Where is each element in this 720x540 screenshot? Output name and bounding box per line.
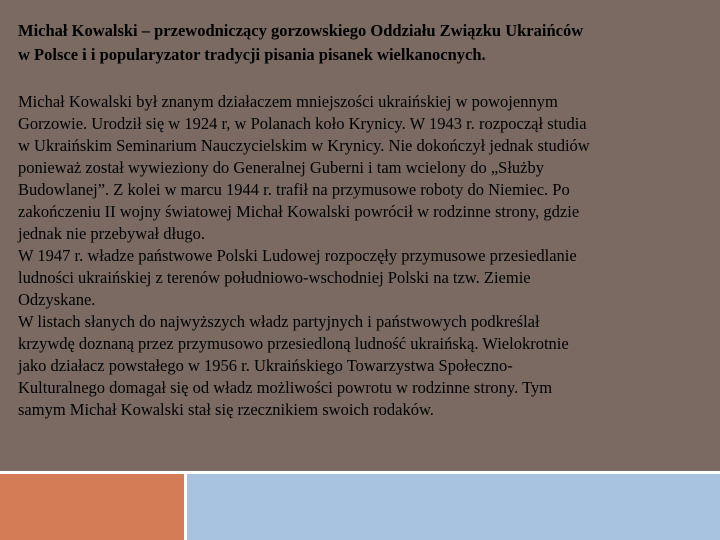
slide-title-line: Michał Kowalski – przewodniczący gorzowskiego Oddziału Związku Ukraińców (18, 21, 584, 40)
body-line: Odzyskane. (18, 290, 96, 309)
body-line: w Ukraińskim Seminarium Nauczycielskim w Krynicy. Nie dokończył jednak studiów (18, 136, 590, 155)
body-line: Michał Kowalski był znanym działaczem mniejszości ukraińskiej w powojennym (18, 92, 558, 111)
body-line: Kulturalnego domagał się od władz możliwości powrotu w rodzinne strony. Tym (18, 378, 553, 397)
body-line: zakończeniu II wojny światowej Michał Kowalski powrócił w rodzinne strony, gdzie (18, 202, 580, 221)
slide-title (18, 19, 708, 67)
body-line: Budowlanej”. Z kolei w marcu 1944 r. trafił na przymusowe roboty do Niemiec. Po (18, 180, 570, 199)
slide-title-line: w Polsce i i popularyzator tradycji pisania pisanek wielkanocnych. (18, 45, 486, 64)
bottom-right-accent-bar (187, 474, 720, 540)
body-line: ludności ukraińskiej z terenów południowo-wschodniej Polski na tzw. Ziemie (18, 268, 531, 287)
bottom-left-accent-bar (0, 474, 184, 540)
body-line: jednak nie przebywał długo. (18, 224, 205, 243)
body-line: W listach słanych do najwyższych władz partyjnych i państwowych podkreślał (18, 312, 540, 331)
slide-body (18, 91, 718, 421)
body-line: ponieważ został wywieziony do Generalnej Guberni i tam wcielony do „Służby (18, 158, 545, 177)
body-line: Gorzowie. Urodził się w 1924 r, w Polanach koło Krynicy. W 1943 r. rozpoczął studia (18, 114, 587, 133)
body-line: krzywdę doznaną przez przymusowo przesiedloną ludność ukraińską. Wielokrotnie (18, 334, 569, 353)
body-line: samym Michał Kowalski stał się rzecznikiem swoich rodaków. (18, 400, 434, 419)
body-line: jako działacz powstałego w 1956 r. Ukraińskiego Towarzystwa Społeczno- (18, 356, 513, 375)
body-line: W 1947 r. władze państwowe Polski Ludowej rozpoczęły przymusowe przesiedlanie (18, 246, 577, 265)
